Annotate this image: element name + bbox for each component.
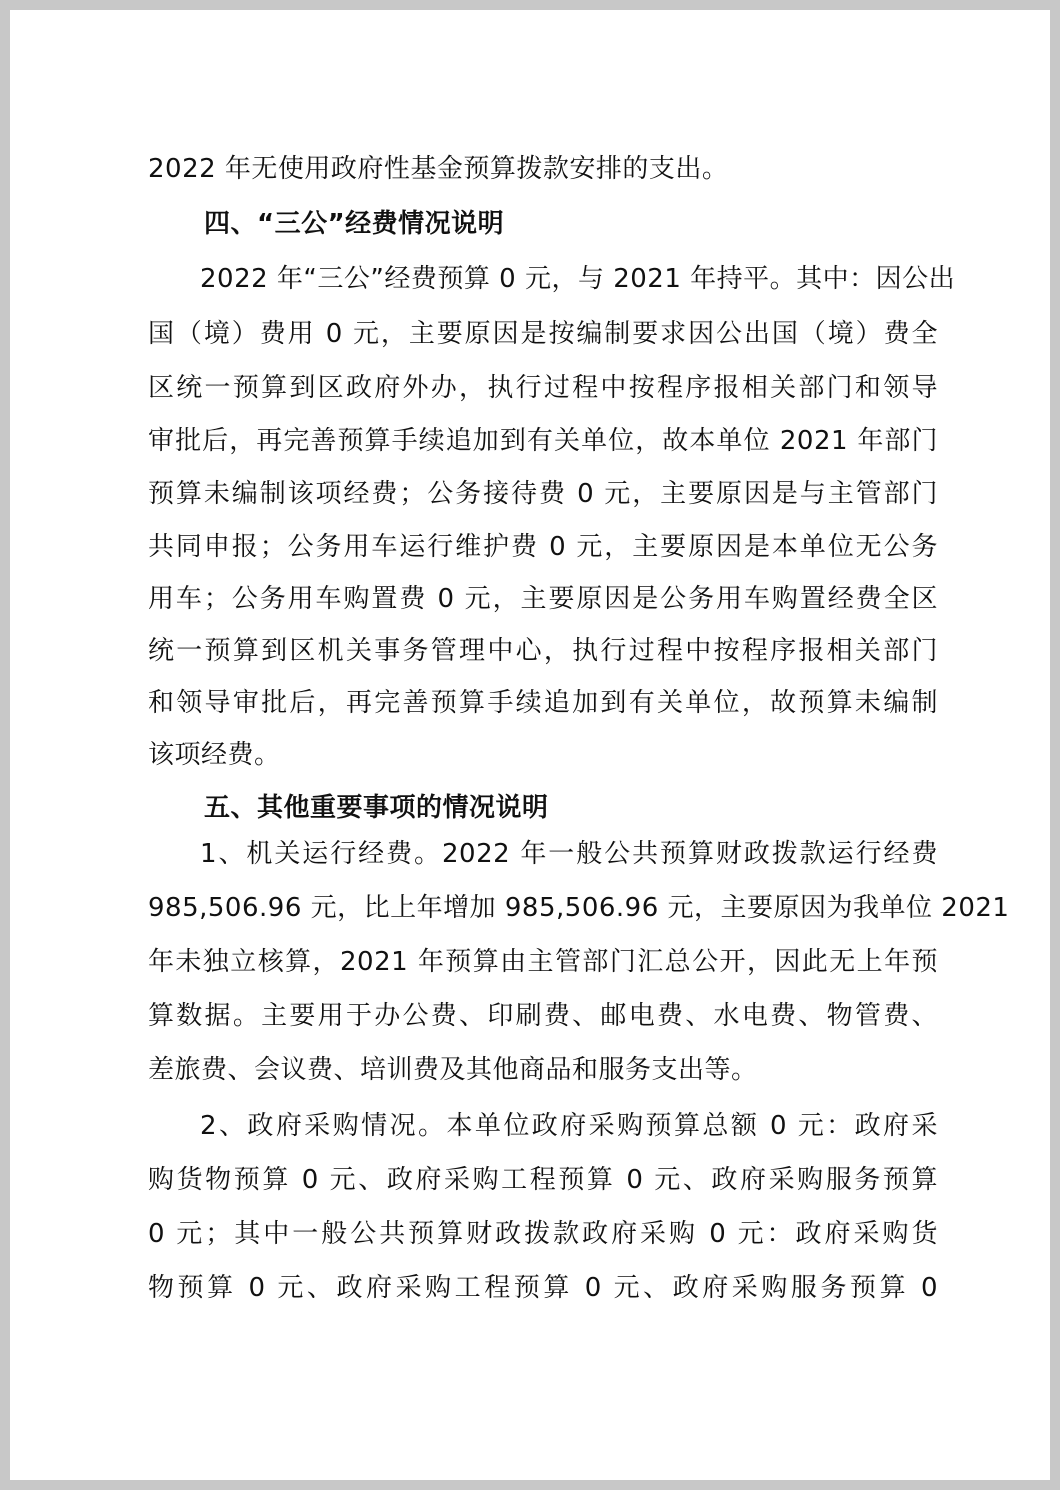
paragraph-line: 该项经费。 [148,740,281,770]
paragraph-line: 购货物预算 0 元、政府采购工程预算 0 元、政府采购服务预算 [148,1165,938,1195]
paragraph-line: 1、机关运行经费。2022 年一般公共预算财政拨款运行经费 [200,839,938,869]
section-heading: 四、“三公”经费情况说明 [204,209,505,239]
paragraph-line: 共同申报；公务用车运行维护费 0 元，主要原因是本单位无公务 [148,532,938,562]
paragraph-line: 2022 年“三公”经费预算 0 元，与 2021 年持平。其中：因公出 [200,264,956,294]
paragraph-line: 预算未编制该项经费；公务接待费 0 元，主要原因是与主管部门 [148,479,938,509]
paragraph-line: 2022 年无使用政府性基金预算拨款安排的支出。 [148,154,729,184]
paragraph-line: 算数据。主要用于办公费、印刷费、邮电费、水电费、物管费、 [148,1001,938,1031]
paragraph-line: 0 元；其中一般公共预算财政拨款政府采购 0 元：政府采购货 [148,1219,938,1249]
paragraph-line: 区统一预算到区政府外办，执行过程中按程序报相关部门和领导 [148,373,938,403]
paragraph-line: 统一预算到区机关事务管理中心，执行过程中按程序报相关部门 [148,636,938,666]
paragraph-line: 用车；公务用车购置费 0 元，主要原因是公务用车购置经费全区 [148,584,938,614]
paragraph-line: 2、政府采购情况。本单位政府采购预算总额 0 元：政府采 [200,1111,938,1141]
paragraph-line: 差旅费、会议费、培训费及其他商品和服务支出等。 [148,1055,758,1085]
paragraph-line: 国（境）费用 0 元，主要原因是按编制要求因公出国（境）费全 [148,319,938,349]
section-heading: 五、其他重要事项的情况说明 [204,793,549,823]
paragraph-line: 和领导审批后，再完善预算手续追加到有关单位，故预算未编制 [148,688,938,718]
paragraph-line: 物预算 0 元、政府采购工程预算 0 元、政府采购服务预算 0 [148,1273,938,1303]
paragraph-line: 985,506.96 元，比上年增加 985,506.96 元，主要原因为我单位 2021 [148,893,1010,923]
document-page [10,10,1050,1480]
paragraph-line: 年未独立核算，2021 年预算由主管部门汇总公开，因此无上年预 [148,947,938,977]
paragraph-line: 审批后，再完善预算手续追加到有关单位，故本单位 2021 年部门 [148,426,938,456]
